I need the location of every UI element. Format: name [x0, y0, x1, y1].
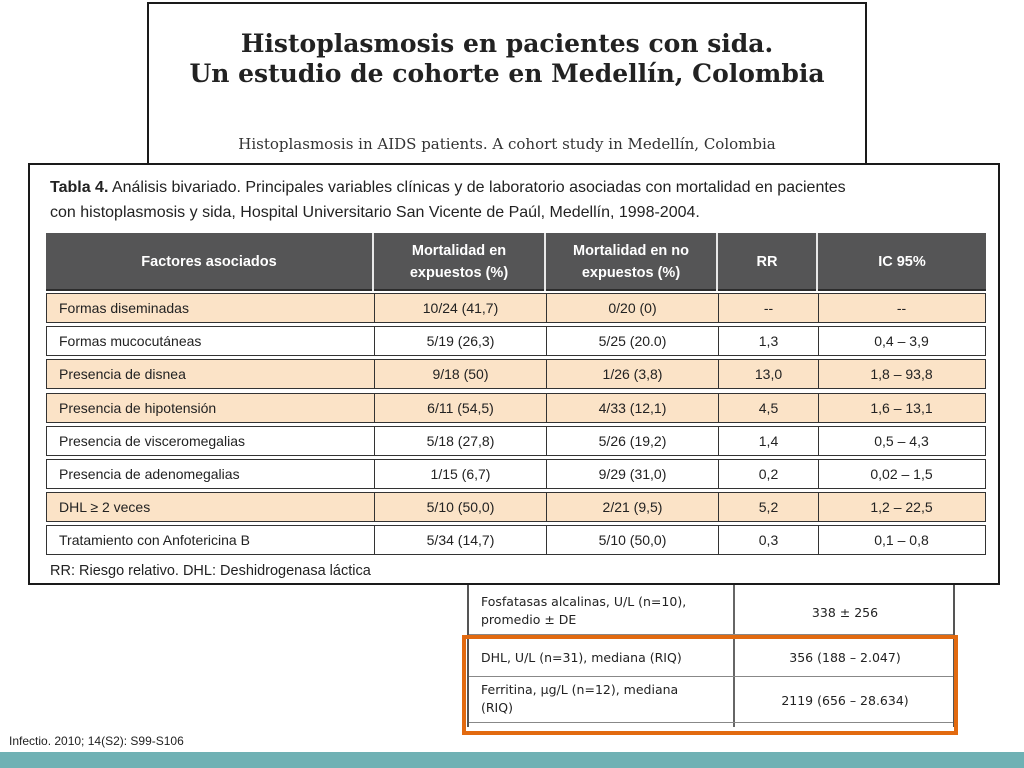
table-header-row — [46, 233, 986, 291]
lab-value: 2119 (656 – 28.634) — [781, 693, 909, 708]
lab-label-line2: (RIQ) — [481, 700, 513, 715]
cell-rr: 1,3 — [719, 327, 819, 355]
table-row — [46, 459, 986, 489]
article-title-spanish-line1: Histoplasmosis en pacientes con sida. — [240, 29, 774, 58]
cell-factor: Presencia de hipotensión — [47, 394, 375, 422]
table-row — [46, 359, 986, 389]
cell-rr: 0,2 — [719, 460, 819, 488]
cell-expuestos: 1/15 (6,7) — [375, 460, 547, 488]
cell-ic: -- — [896, 300, 907, 316]
cell-no-expuestos: 5/25 (20.0) — [547, 327, 719, 355]
bottom-accent-bar — [0, 752, 1024, 768]
cell-rr: 1,4 — [719, 427, 819, 455]
cell-rr: 13,0 — [719, 360, 819, 388]
cell-factor: Tratamiento con Anfotericina B — [47, 526, 375, 554]
cell-factor: Presencia de disnea — [47, 360, 375, 388]
cell-no-expuestos: 2/21 (9,5) — [547, 493, 719, 521]
cell-ic: 0,02 – 1,5 — [870, 466, 933, 482]
table-footnote: RR: Riesgo relativo. DHL: Deshidrogenasa láctica — [50, 563, 371, 579]
citation: Infectio. 2010; 14(S2): S99-S106 — [9, 734, 184, 748]
header-factores: Factores asociados — [46, 233, 374, 291]
table-row — [46, 293, 986, 323]
cell-ic: 0,4 – 3,9 — [874, 333, 929, 349]
table-row — [46, 393, 986, 423]
header-expuestos-line2: expuestos (%) — [409, 265, 509, 281]
highlight-frame — [462, 635, 958, 735]
lab-label — [481, 593, 686, 629]
cell-expuestos: 5/10 (50,0) — [375, 493, 547, 521]
table-4-box — [28, 163, 1000, 585]
cell-no-expuestos: 9/29 (31,0) — [547, 460, 719, 488]
cell-rr: 4,5 — [719, 394, 819, 422]
cell-expuestos: 9/18 (50) — [375, 360, 547, 388]
cell-no-expuestos: 1/26 (3,8) — [547, 360, 719, 388]
lab-value: 356 (188 – 2.047) — [789, 650, 901, 665]
lab-value: 338 ± 256 — [811, 605, 879, 620]
table-caption — [50, 175, 980, 225]
cell-ic: 0,5 – 4,3 — [874, 433, 929, 449]
cell-expuestos: 5/18 (27,8) — [375, 427, 547, 455]
cell-rr: 5,2 — [719, 493, 819, 521]
header-expuestos-line1: Mortalidad en — [411, 243, 507, 259]
header-no-expuestos-line2: expuestos (%) — [581, 265, 681, 281]
cell-no-expuestos: 5/10 (50,0) — [547, 526, 719, 554]
article-title-english: Histoplasmosis in AIDS patients. A cohort study in Medellín, Colombia — [238, 135, 776, 153]
lab-row-fosfatasas — [469, 585, 953, 635]
table-caption-line1: Análisis bivariado. Principales variables clínicas y de laboratorio asociadas con mortalidad en pacientes — [111, 179, 846, 196]
table-row — [46, 525, 986, 555]
cell-factor: Formas diseminadas — [47, 294, 375, 322]
cell-no-expuestos: 4/33 (12,1) — [547, 394, 719, 422]
table-label: Tabla 4. — [50, 179, 109, 196]
cell-no-expuestos: 0/20 (0) — [547, 294, 719, 322]
article-title-spanish-line2: Un estudio de cohorte en Medellín, Colombia — [189, 59, 825, 88]
cell-ic: 1,2 – 22,5 — [870, 499, 933, 515]
cell-expuestos: 5/34 (14,7) — [375, 526, 547, 554]
cell-rr: 0,3 — [719, 526, 819, 554]
cell-ic: 0,1 – 0,8 — [874, 532, 929, 548]
lab-label-line2: promedio ± DE — [481, 612, 577, 627]
cell-factor: Presencia de adenomegalias — [47, 460, 375, 488]
header-rr: RR — [718, 233, 818, 291]
header-ic: IC 95% — [878, 254, 926, 270]
table-row — [46, 326, 986, 356]
lab-label-line1: Ferritina, µg/L (n=12), mediana — [481, 682, 679, 697]
cell-no-expuestos: 5/26 (19,2) — [547, 427, 719, 455]
cell-expuestos: 6/11 (54,5) — [375, 394, 547, 422]
cell-factor: DHL ≥ 2 veces — [47, 493, 375, 521]
header-expuestos — [374, 233, 546, 291]
cell-ic: 1,8 – 93,8 — [870, 366, 933, 382]
cell-ic: 1,6 – 13,1 — [870, 400, 933, 416]
cell-expuestos: 10/24 (41,7) — [375, 294, 547, 322]
lab-label-line1: Fosfatasas alcalinas, U/L (n=10), — [481, 594, 687, 609]
table-row — [46, 492, 986, 522]
cell-rr: -- — [719, 294, 819, 322]
table-caption-line2: con histoplasmosis y sida, Hospital Universitario San Vicente de Paúl, Medellín, 1998-2004. — [50, 204, 700, 221]
header-no-expuestos-line1: Mortalidad en no — [573, 243, 689, 259]
cell-factor: Presencia de visceromegalias — [47, 427, 375, 455]
cell-expuestos: 5/19 (26,3) — [375, 327, 547, 355]
cell-factor: Formas mucocutáneas — [47, 327, 375, 355]
header-no-expuestos — [546, 233, 718, 291]
lab-label: DHL, U/L (n=31), mediana (RIQ) — [481, 650, 682, 665]
table-row — [46, 426, 986, 456]
